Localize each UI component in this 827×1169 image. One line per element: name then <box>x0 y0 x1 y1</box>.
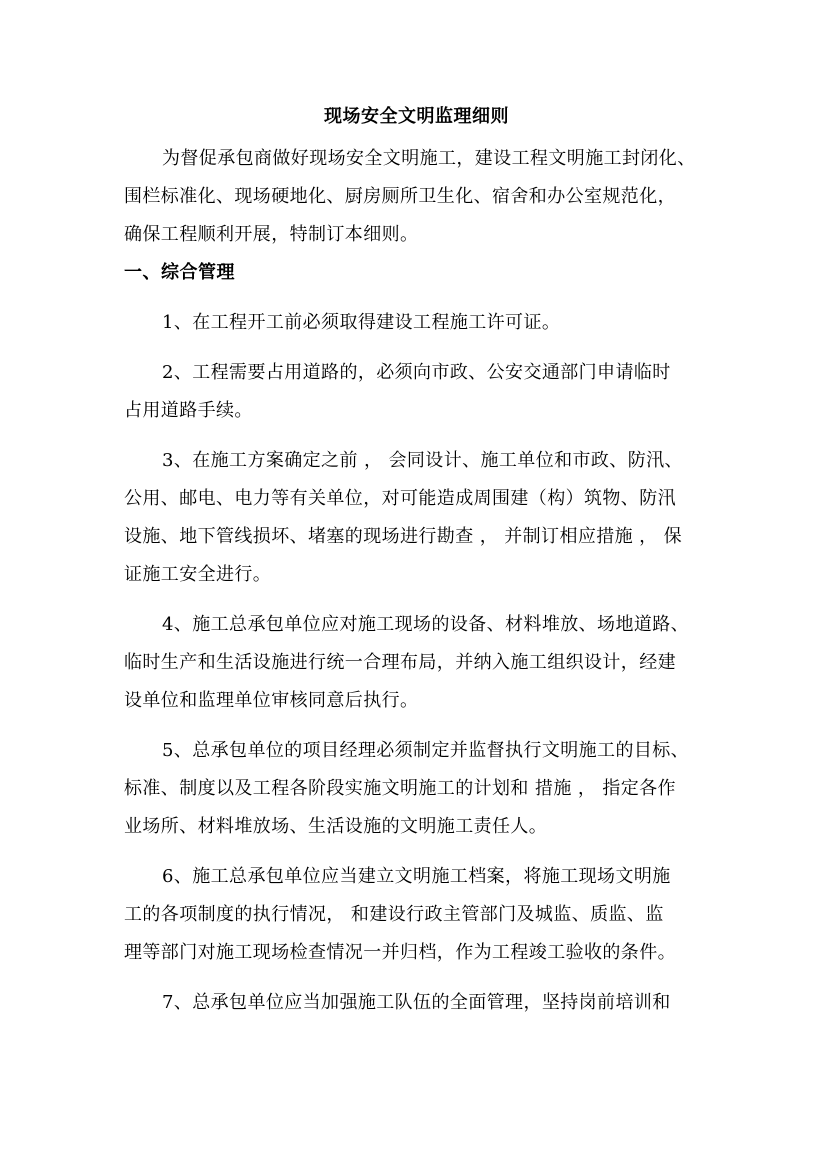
document-title: 现场安全文明监理细则 <box>324 106 509 127</box>
clause-line: 4、施工总承包单位应对施工现场的设备、材料堆放、场地道路、 <box>162 614 690 635</box>
clause-line: 业场所、材料堆放场、生活设施的文明施工责任人。 <box>124 816 548 837</box>
clause-line: 5、总承包单位的项目经理必须制定并监督执行文明施工的目标、 <box>162 740 690 761</box>
clause-line: 2、工程需要占用道路的，必须向市政、公安交通部门申请临时 <box>162 362 671 383</box>
section-heading: 一、综合管理 <box>124 262 235 283</box>
clause-line: 3、在施工方案确定之前 ， 会同设计、施工单位和市政、防汛、 <box>162 450 683 471</box>
clause-line: 工的各项制度的执行情况， 和建设行政主管部门及城监、质监、监 <box>124 904 664 925</box>
clause-line: 证施工安全进行。 <box>124 564 272 585</box>
clause-2 <box>124 354 709 430</box>
intro-line: 围栏标准化、现场硬地化、厨房厕所卫生化、宿舍和办公室规范化， <box>124 186 676 207</box>
clause-6 <box>124 858 709 972</box>
clause-5 <box>124 732 709 846</box>
clause-line: 临时生产和生活设施进行统一合理布局，并纳入施工组织设计，经建 <box>124 652 676 673</box>
intro-line: 确保工程顺利开展，特制订本细则。 <box>124 224 419 245</box>
clause-line: 设施、地下管线损坏、堵塞的现场进行勘查 ， 并制订相应措施 ， 保 <box>124 526 683 547</box>
clause-3 <box>124 442 709 594</box>
clause-line: 占用道路手续。 <box>124 400 253 421</box>
clause-line: 标准、制度以及工程各阶段实施文明施工的计划和 措施 ， 指定各作 <box>124 778 676 799</box>
intro-paragraph <box>124 140 709 254</box>
clause-1 <box>124 304 709 342</box>
document-content <box>124 104 709 1022</box>
clause-line: 6、施工总承包单位应当建立文明施工档案，将施工现场文明施 <box>162 866 671 887</box>
clause-4 <box>124 606 709 720</box>
clause-line: 设单位和监理单位审核同意后执行。 <box>124 690 419 711</box>
clause-line: 公用、邮电、电力等有关单位，对可能造成周围建（构）筑物、防汛 <box>124 488 676 509</box>
clause-7 <box>124 984 709 1022</box>
clause-line: 7、总承包单位应当加强施工队伍的全面管理，坚持岗前培训和 <box>162 992 671 1013</box>
clause-line: 理等部门对施工现场检查情况一并归档，作为工程竣工验收的条件。 <box>124 942 676 963</box>
intro-line: 为督促承包商做好现场安全文明施工，建设工程文明施工封闭化、 <box>162 148 696 169</box>
clause-line: 1、在工程开工前必须取得建设工程施工许可证。 <box>162 312 561 333</box>
